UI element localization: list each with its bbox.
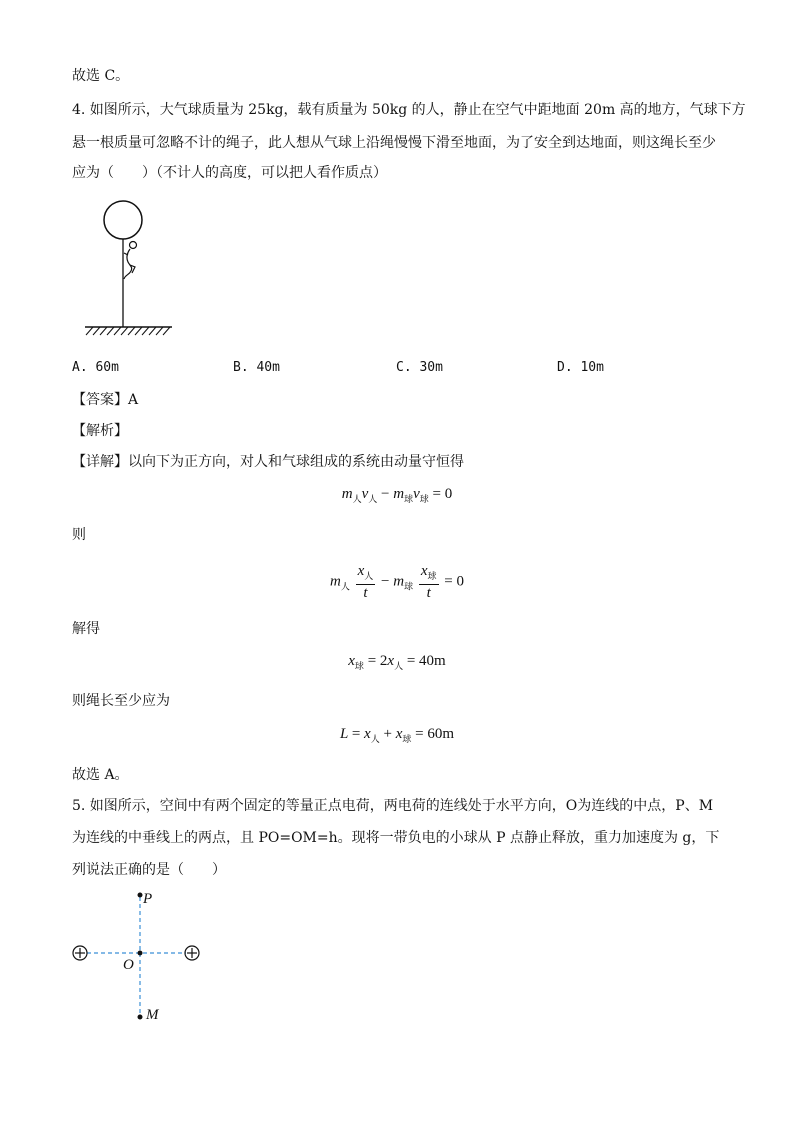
solve-label: 解得 bbox=[72, 621, 100, 637]
point-p-dot bbox=[138, 893, 143, 898]
label-p: P bbox=[143, 891, 153, 907]
q5-text: 5. 如图所示，空间中有两个固定的等量正点电荷，两电荷的连线处于水平方向，O为连线的中点，P、M为连线的中垂线上的两点，且 PO=OM=h。现将一带负电的小球从 P 点静止释放，重力加速度为 g，下列说法正确的是（ ） bbox=[72, 798, 720, 878]
label-o: O bbox=[123, 957, 134, 973]
option-c: C. 30m bbox=[396, 360, 443, 375]
prev-conclusion: 故选 C。 bbox=[72, 68, 130, 84]
positive-charge-left-icon bbox=[73, 946, 87, 960]
detail-line bbox=[72, 452, 464, 472]
balloon-icon bbox=[104, 201, 142, 239]
equation-1: $m_人v_人 - m_球v_球 = 0$ bbox=[341, 486, 453, 504]
detail-text: 以向下为正方向，对人和气球组成的系统由动量守恒得 bbox=[128, 454, 464, 470]
equation-2: $m_人$ $\frac{x_人}{t}$ − $m_球$ $\frac{x_球}{t}$ = 0 bbox=[329, 563, 465, 601]
charges-figure bbox=[66, 885, 226, 1035]
ground-hatch-icon bbox=[86, 327, 170, 335]
answer-value: A bbox=[128, 392, 139, 408]
q4-line-2: 悬一根质量可忽略不计的绳子，此人想从气球上沿绳慢慢下滑至地面，为了安全到达地面，则这绳长至少 bbox=[72, 135, 716, 151]
option-d: D. 10m bbox=[557, 360, 604, 375]
detail-tag: 【详解】 bbox=[72, 454, 128, 470]
q4-line-1: 4. 如图所示，大气球质量为 25kg，载有质量为 50kg 的人，静止在空气中距地面 20m 高的地方，气球下方 bbox=[72, 102, 746, 118]
answer-line bbox=[72, 390, 138, 410]
option-b: B. 40m bbox=[233, 360, 280, 375]
point-m-dot bbox=[138, 1015, 143, 1020]
positive-charge-right-icon bbox=[185, 946, 199, 960]
label-m: M bbox=[146, 1007, 159, 1023]
rope-length-label: 则绳长至少应为 bbox=[72, 693, 170, 709]
analysis-tag: 【解析】 bbox=[72, 423, 128, 439]
equation-4: $L = x_人 + x_球 = 60m$ bbox=[339, 726, 455, 744]
answer-tag: 【答案】 bbox=[72, 392, 128, 408]
balloon-figure bbox=[80, 195, 200, 345]
point-o-dot bbox=[138, 951, 143, 956]
person-icon bbox=[124, 242, 137, 280]
q4-conclusion: 故选 A。 bbox=[72, 767, 129, 783]
equation-3: $x_球 = 2x_人 = 40m$ bbox=[348, 653, 446, 671]
option-a: A. 60m bbox=[72, 360, 119, 375]
then-label: 则 bbox=[72, 527, 86, 543]
q4-line-3: 应为（ ）（不计人的高度，可以把人看作质点） bbox=[72, 165, 387, 181]
